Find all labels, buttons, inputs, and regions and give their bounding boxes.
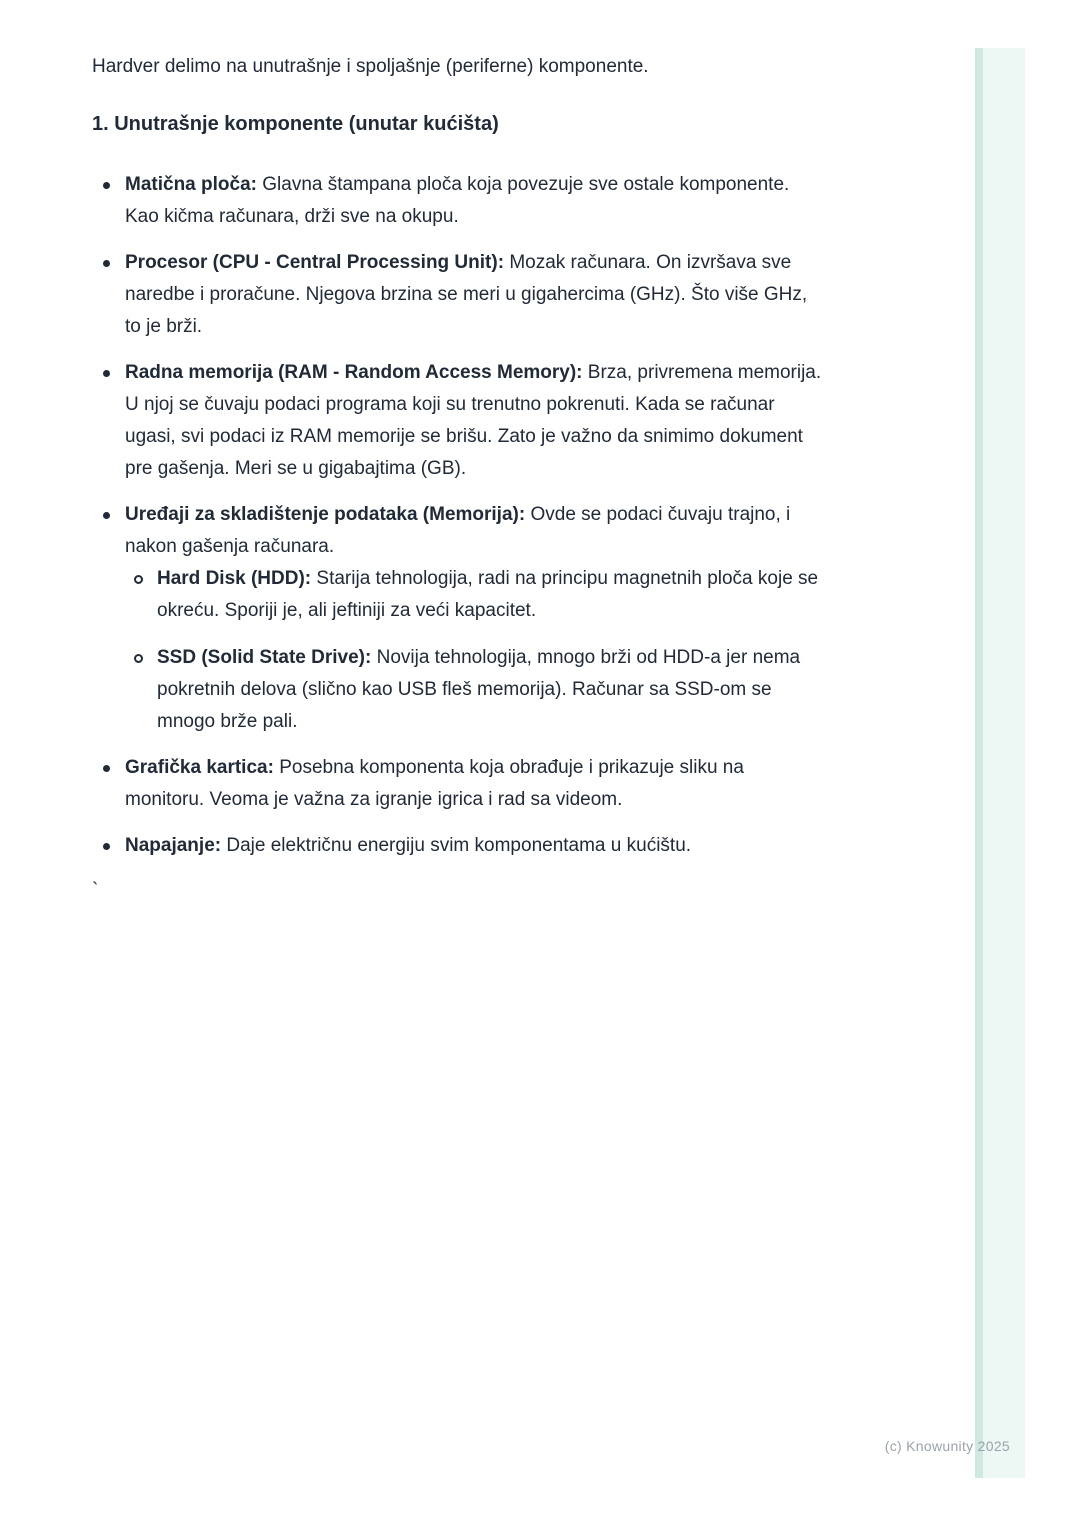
bullet-icon	[103, 182, 110, 189]
bullet-icon	[103, 260, 110, 267]
item-label: Napajanje:	[125, 835, 222, 856]
circle-bullet-icon	[134, 654, 143, 663]
list-item-uredjaji-za-skladistenje	[92, 499, 825, 738]
bullet-icon	[103, 370, 110, 377]
component-list	[92, 169, 825, 862]
item-text: Novija tehnologija, mnogo brži od HDD-a jer nema pokretnih delova (slično kao USB fleš memorija). Računar sa SSD-om se mnogo brže pali.	[157, 647, 801, 732]
item-text: Daje električnu energiju svim komponentama u kućištu.	[226, 835, 692, 856]
storage-sublist	[125, 563, 825, 738]
item-text: Brza, privremena memorija. U njoj se čuvaju podaci programa koji su trenutno pokrenuti. Kada se računar ugasi, svi podaci iz RAM memorije se brišu. Zato je važno da snimimo dokument pre gašenja. Meri se u gigabajtima (GB).	[125, 362, 822, 479]
item-label: SSD (Solid State Drive):	[157, 647, 372, 668]
copyright-note: (c) Knowunity 2025	[884, 1438, 1010, 1454]
list-item-graficka-kartica	[92, 752, 825, 816]
document-content	[92, 52, 825, 906]
item-text: Ovde se podaci čuvaju trajno, i nakon gašenja računara.	[125, 504, 791, 557]
item-label: Matična ploča:	[125, 174, 257, 195]
list-item-napajanje	[92, 830, 825, 862]
bullet-icon	[103, 843, 110, 850]
item-label: Radna memorija (RAM - Random Access Memory):	[125, 362, 583, 383]
sublist-item-ssd	[125, 642, 825, 738]
right-accent-stripe	[975, 48, 1025, 1478]
item-label: Uređaji za skladištenje podataka (Memorija):	[125, 504, 526, 525]
list-item-radna-memorija	[92, 357, 825, 485]
list-item-maticna-ploca	[92, 169, 825, 233]
sublist-item-hdd	[125, 563, 825, 627]
stray-backtick: `	[92, 880, 99, 901]
item-text: Posebna komponenta koja obrađuje i prikazuje sliku na monitoru. Veoma je važna za igranje igrica i rad sa videom.	[125, 757, 744, 810]
item-text: Starija tehnologija, radi na principu magnetnih ploča koje se okreću. Sporiji je, ali jeftiniji za veći kapacitet.	[157, 568, 819, 621]
section-heading: 1. Unutrašnje komponente (unutar kućišta)	[92, 113, 499, 135]
intro-paragraph: Hardver delimo na unutrašnje i spoljašnje (periferne) komponente.	[92, 56, 649, 77]
item-text: Mozak računara. On izvršava sve naredbe i proračune. Njegova brzina se meri u gigahercima (GHz). Što više GHz, to je brži.	[125, 252, 808, 337]
bullet-icon	[103, 512, 110, 519]
item-label: Hard Disk (HDD):	[157, 568, 312, 589]
bullet-icon	[103, 765, 110, 772]
item-label: Procesor (CPU - Central Processing Unit):	[125, 252, 505, 273]
circle-bullet-icon	[134, 575, 143, 584]
item-text: Glavna štampana ploča koja povezuje sve ostale komponente. Kao kičma računara, drži sve na okupu.	[125, 174, 790, 227]
list-item-procesor	[92, 247, 825, 343]
item-label: Grafička kartica:	[125, 757, 274, 778]
